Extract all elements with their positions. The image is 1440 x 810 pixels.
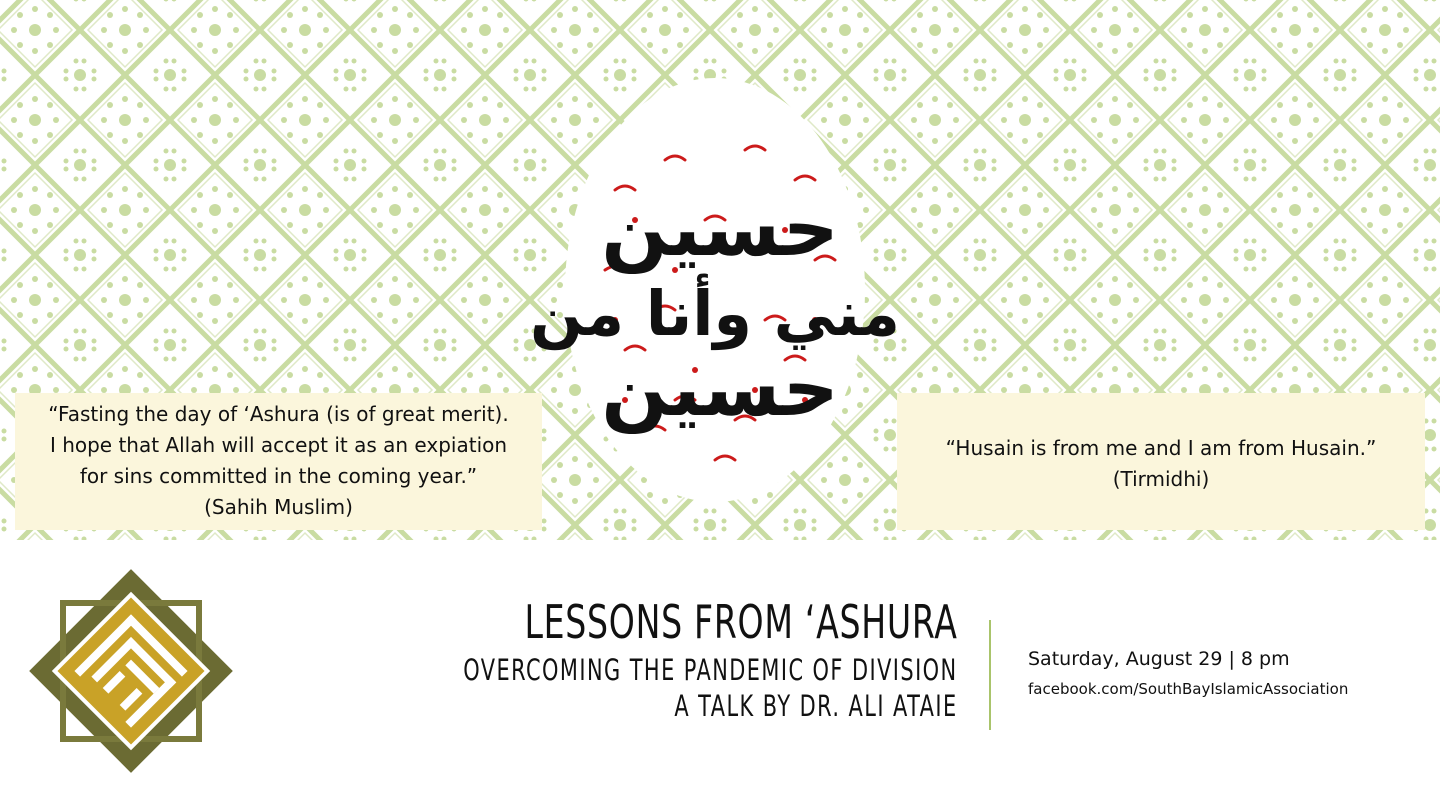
event-title: LESSONS FROM ‘ASHURA xyxy=(524,595,958,649)
calligraphy-line-2: مني وأنا من xyxy=(529,277,901,350)
quote-line: for sins committed in the coming year.” xyxy=(79,464,478,488)
vertical-divider xyxy=(989,620,991,730)
event-date-time: Saturday, August 29 | 8 pm xyxy=(1028,648,1290,670)
event-subtitle: OVERCOMING THE PANDEMIC OF DIVISION xyxy=(463,653,958,687)
event-titles xyxy=(271,592,958,724)
arabic-calligraphy-emblem xyxy=(529,70,901,510)
quote-box-fasting xyxy=(15,393,542,530)
event-info xyxy=(1028,644,1348,704)
facebook-link[interactable]: facebook.com/SouthBayIslamicAssociation xyxy=(1028,680,1349,698)
quote-source: (Sahih Muslim) xyxy=(204,495,353,519)
quote-source: (Tirmidhi) xyxy=(1112,467,1210,491)
calligraphy-line-3: حسين xyxy=(601,344,839,434)
quote-line: I hope that Allah will accept it as an expiation xyxy=(49,433,508,457)
quote-line: “Husain is from me and I am from Husain.” xyxy=(945,436,1377,460)
event-speaker: A TALK BY DR. ALI ATAIE xyxy=(674,689,958,723)
organization-logo xyxy=(22,565,240,777)
quote-line: “Fasting the day of ‘Ashura (is of great merit). xyxy=(48,402,509,426)
calligraphy-line-1: حسين xyxy=(601,184,839,274)
quote-box-husain xyxy=(897,393,1425,530)
